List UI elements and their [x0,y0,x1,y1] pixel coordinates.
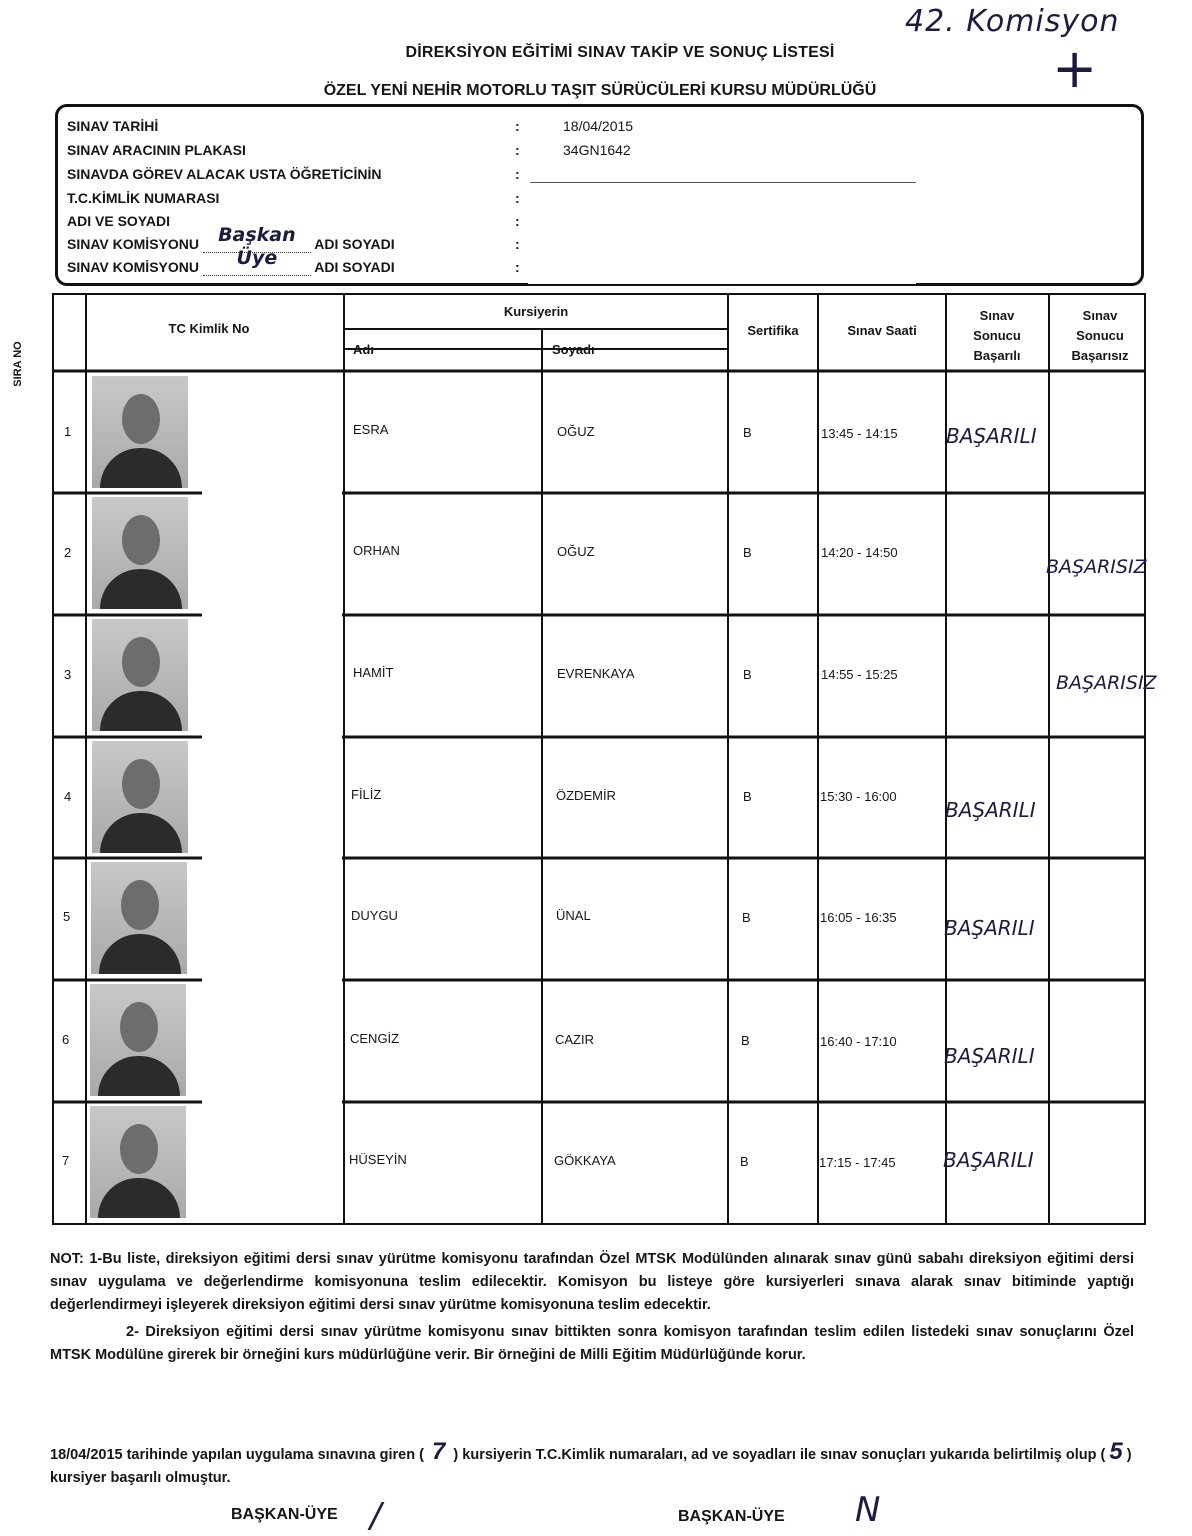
redacted-tc-column [202,373,342,1223]
student-photo [91,862,187,974]
student-photo [92,497,188,609]
column-header-kursiyer: Kursiyerin [503,304,569,319]
result-passed-handwritten: BAŞARILI [944,1044,1035,1068]
exam-time: 17:15 - 17:45 [819,1155,896,1170]
signature-label-left: BAŞKAN-ÜYE [231,1506,338,1523]
note-paragraph-2: 2- Direksiyon eğitimi dersi sınav yürütme komisyonu sınav bittikten sonra komisyon tarafından teslim edilen listedeki sınav sonuçlarını Özel MTSK Modülüne girerek bir örneğini kurs müdürlüğüne verir. Bir örneğini de Milli Eğitim Müdürlüğünde korur. [50,1324,1134,1363]
student-photo [90,984,186,1096]
committee-name-label: ADI SOYADI [314,236,395,252]
column-header-basarili: Sınav Sonucu Başarılı [973,308,1021,363]
colon: : [515,142,520,158]
student-surname: OĞUZ [557,424,595,439]
exam-time: 16:40 - 17:10 [820,1034,897,1049]
certificate-class: B [742,910,751,925]
plate-label: SINAV ARACININ PLAKASI [67,142,246,158]
exam-date-label: SINAV TARİHİ [67,118,159,134]
handwritten-cross-mark: + [1052,37,1098,100]
exam-date-value: 18/04/2015 [563,118,634,134]
row-number: 1 [64,424,72,439]
exam-time: 15:30 - 16:00 [820,789,897,804]
redaction-area [528,184,916,284]
student-name: ORHAN [353,543,400,558]
notes-section [50,1248,1134,1367]
tc-number-label: T.C.KİMLİK NUMARASI [67,190,220,206]
student-name: HAMİT [353,665,394,680]
column-header-tc: TC Kimlik No [168,321,250,336]
handwritten-commission-note: 42. Komisyon [905,4,1120,39]
committee-label: SINAV KOMİSYONU [67,259,199,275]
school-name: ÖZEL YENİ NEHİR MOTORLU TAŞIT SÜRÜCÜLERİ KURSU MÜDÜRLÜĞÜ [323,82,877,99]
colon: : [515,190,520,206]
student-photo [92,376,188,488]
student-name: HÜSEYİN [349,1152,407,1167]
student-name: ESRA [353,422,389,437]
student-surname: OĞUZ [557,544,595,559]
student-photo [92,619,188,731]
colon: : [515,236,520,252]
certificate-class: B [740,1154,749,1169]
name-label: ADI VE SOYADI [67,213,170,229]
certificate-class: B [743,789,752,804]
summary-part-2: ) kursiyerin T.C.Kimlik numaraları, ad ve soyadları ile sınav sonuçları yukarıda belirtilmiş olup ( [453,1447,1106,1463]
student-photo [92,741,188,853]
exam-time: 14:55 - 15:25 [821,667,898,682]
certificate-class: B [743,545,752,560]
result-passed-handwritten: BAŞARILI [945,798,1036,822]
exam-time: 13:45 - 14:15 [821,426,898,441]
row-number: 2 [64,545,72,560]
colon: : [515,166,520,182]
result-passed-handwritten: BAŞARILI [944,916,1035,940]
exam-time: 14:20 - 14:50 [821,545,898,560]
plate-value: 34GN1642 [563,142,631,158]
instructor-label: SINAVDA GÖREV ALACAK USTA ÖĞRETİCİNİN [67,166,382,182]
student-surname: ÜNAL [556,908,591,923]
student-name: FİLİZ [351,787,382,802]
student-photo [90,1106,186,1218]
committee-member-row [67,247,395,276]
committee-chair-handwritten: Başkan [218,224,296,246]
student-surname: CAZIR [555,1032,594,1047]
row-number: 4 [64,789,72,804]
column-header-soyadi: Soyadı [552,342,595,357]
document-title: DİREKSİYON EĞİTİMİ SINAV TAKİP VE SONUÇ LİSTESİ [405,44,835,61]
certificate-class: B [741,1033,750,1048]
column-header-sira: SIRA NO [12,341,24,387]
colon: : [515,118,520,134]
exam-time: 16:05 - 16:35 [820,910,897,925]
row-number: 6 [62,1032,70,1047]
result-passed-handwritten: BAŞARILI [946,424,1037,448]
student-surname: GÖKKAYA [554,1153,616,1168]
colon: : [515,259,520,275]
committee-label: SINAV KOMİSYONU [67,236,199,252]
result-passed-handwritten: BAŞARILI [943,1148,1034,1172]
committee-member-handwritten: Üye [236,247,278,269]
student-name: CENGİZ [350,1031,400,1046]
signature-right-mark: N [855,1490,881,1530]
summary-total-handwritten: 7 [432,1438,446,1465]
student-name: DUYGU [351,908,398,923]
summary-part-1: 18/04/2015 tarihinde yapılan uygulama sınavına giren ( [50,1447,424,1463]
result-failed-handwritten: BAŞARISIZ [1046,556,1147,578]
summary-part-3: ) kursiyer başarılı olmuştur. [50,1447,1132,1486]
committee-member-field [203,247,311,276]
committee-name-label: ADI SOYADI [314,259,395,275]
colon: : [515,213,520,229]
signature-label-right: BAŞKAN-ÜYE [678,1508,785,1525]
divider [530,182,916,183]
signature-left-mark: / [370,1496,382,1536]
row-number: 5 [63,909,71,924]
result-failed-handwritten: BAŞARISIZ [1056,672,1157,694]
summary-statement [50,1440,1134,1490]
row-number: 3 [64,667,72,682]
column-header-sertifika: Sertifika [747,323,799,338]
column-header-basarisiz: Sınav Sonucu Başarısız [1071,308,1129,363]
note-paragraph-1: NOT: 1-Bu liste, direksiyon eğitimi dersi sınav yürütme komisyonu tarafından Özel MTSK Modülünden alınarak sınav günü sabahı direksiyon eğitimi dersi sınav uygulama ve değerlendirme komisyonuna teslim edilecektir. Komisyon bu listeye göre kursiyerleri sınava alarak sınav bitiminde yaptığı değerlendirmeyi işleyerek direksiyon eğitimi dersi sınav yürütme komisyonuna teslim edecektir. [50,1251,1134,1313]
student-surname: EVRENKAYA [557,666,635,681]
column-header-saat: Sınav Saati [847,323,917,338]
column-header-adi: Adı [353,342,374,357]
student-surname: ÖZDEMİR [556,788,616,803]
certificate-class: B [743,667,752,682]
row-number: 7 [62,1153,70,1168]
certificate-class: B [743,425,752,440]
summary-passed-handwritten: 5 [1109,1438,1123,1465]
